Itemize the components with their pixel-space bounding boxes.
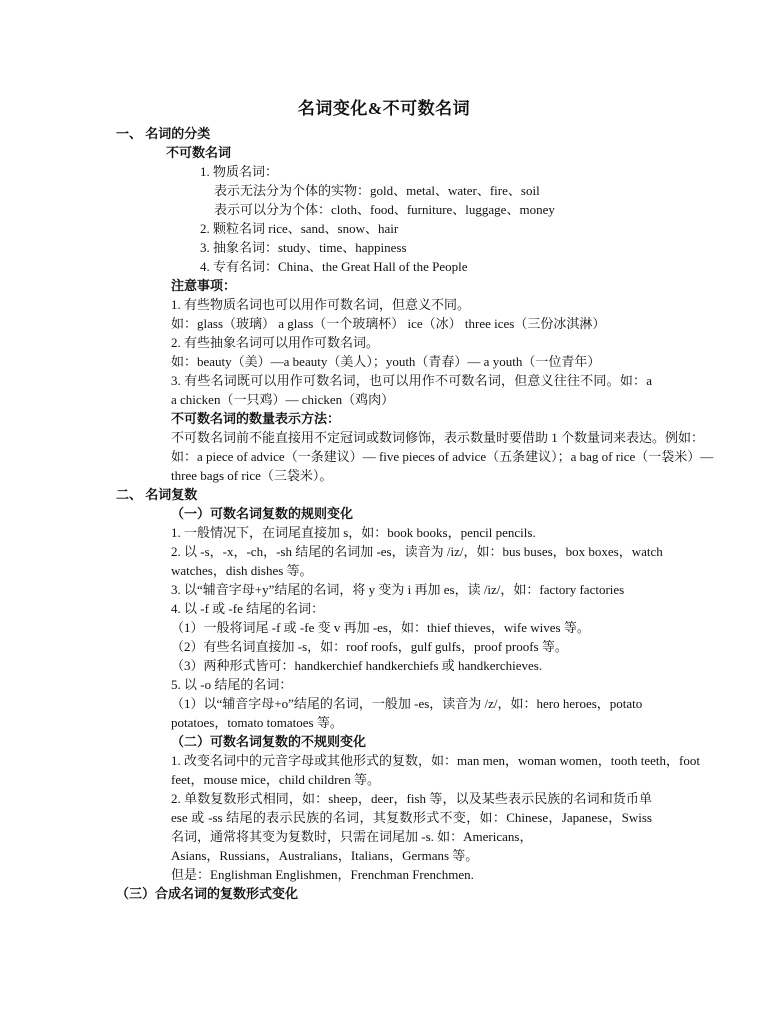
text-line: watches，dish dishes 等。 (171, 563, 313, 578)
text-line: 如：glass（玻璃） a glass（一个玻璃杯） ice（冰） three ices（三份冰淇淋） (171, 316, 606, 331)
section-heading: 一、 名词的分类 (116, 126, 211, 141)
text-line: 但是：Englishman Englishmen，Frenchman Frenchmen. (171, 867, 474, 882)
text-line: ese 或 -ss 结尾的表示民族的名词，其复数形式不变，如：Chinese，Japanese，Swiss (171, 810, 652, 825)
subsection-heading: 注意事项： (171, 278, 237, 293)
text-line: 1. 一般情况下，在词尾直接加 s，如：book books，pencil pencils. (171, 525, 536, 540)
text-line: 名词，通常将其变为复数时，只需在词尾加 -s. 如：Americans， (171, 829, 533, 844)
text-line: 如：a piece of advice（一条建议）— five pieces of advice（五条建议）；a bag of rice（一袋米）— (171, 449, 714, 464)
text-line: 1. 有些物质名词也可以用作可数名词，但意义不同。 (171, 297, 471, 312)
text-line: potatoes，tomato tomatoes 等。 (171, 715, 343, 730)
text-line: 如：beauty（美）—a beauty（美人）；youth（青春）— a youth（一位青年） (171, 354, 601, 369)
text-line: 2. 有些抽象名词可以用作可数名词。 (171, 335, 380, 350)
list-item: 2. 颗粒名词 rice、sand、snow、hair (200, 221, 399, 236)
subsection-heading: （二）可数名词复数的不规则变化 (171, 734, 367, 749)
text-line: 5. 以 -o 结尾的名词： (171, 677, 293, 692)
text-line: 表示无法分为个体的实物：gold、metal、water、fire、soil (214, 183, 540, 198)
text-line: 4. 以 -f 或 -fe 结尾的名词： (171, 601, 325, 616)
text-line: （3）两种形式皆可：handkerchief handkerchiefs 或 handkerchieves. (171, 658, 543, 673)
text-line: （1）一般将词尾 -f 或 -fe 变 v 再加 -es，如：thief thieves，wife wives 等。 (171, 620, 590, 635)
text-line: 表示可以分为个体：cloth、food、furniture、luggage、money (214, 202, 555, 217)
text-line: three bags of rice（三袋米）。 (171, 468, 333, 483)
list-item: 3. 抽象名词：study、time、happiness (200, 240, 407, 255)
list-item: 1. 物质名词： (200, 164, 279, 179)
subsection-heading: 不可数名词的数量表示方法： (171, 411, 341, 426)
text-line: 3. 以“辅音字母+y”结尾的名词，将 y 变为 i 再加 es，读 /iz/，如：factory factories (171, 582, 625, 597)
page-title: 名词变化&不可数名词 (297, 99, 471, 118)
text-line: feet，mouse mice，child children 等。 (171, 772, 381, 787)
text-line: 1. 改变名词中的元音字母或其他形式的复数，如：man men，woman women，tooth teeth，foot (171, 753, 700, 768)
text-line: 不可数名词前不能直接用不定冠词或数词修饰，表示数量时要借助 1 个数量词来表达。例如： (171, 430, 705, 445)
text-line: 2. 以 -s，-x，-ch，-sh 结尾的名词加 -es，读音为 /iz/，如：bus buses，box boxes，watch (171, 544, 663, 559)
text-line: Asians，Russians，Australians，Italians，Germans 等。 (171, 848, 479, 863)
section-heading: 二、 名词复数 (116, 487, 198, 502)
text-line: （1）以“辅音字母+o”结尾的名词，一般加 -es，读音为 /z/，如：hero heroes，potato (171, 696, 643, 711)
text-line: a chicken（一只鸡）— chicken（鸡肉） (171, 392, 395, 407)
text-line: 3. 有些名词既可以用作可数名词，也可以用作不可数名词，但意义往往不同。如：a (171, 373, 652, 388)
text-line: （2）有些名词直接加 -s，如：roof roofs，gulf gulfs，proof proofs 等。 (171, 639, 568, 654)
subsection-heading: 不可数名词 (166, 145, 232, 160)
text-line: 2. 单数复数形式相同，如：sheep，deer，fish 等，以及某些表示民族的名词和货币单 (171, 791, 652, 806)
list-item: 4. 专有名词：China、the Great Hall of the People (200, 259, 468, 274)
subsection-heading: （三）合成名词的复数形式变化 (116, 886, 299, 901)
subsection-heading: （一）可数名词复数的规则变化 (171, 506, 354, 521)
